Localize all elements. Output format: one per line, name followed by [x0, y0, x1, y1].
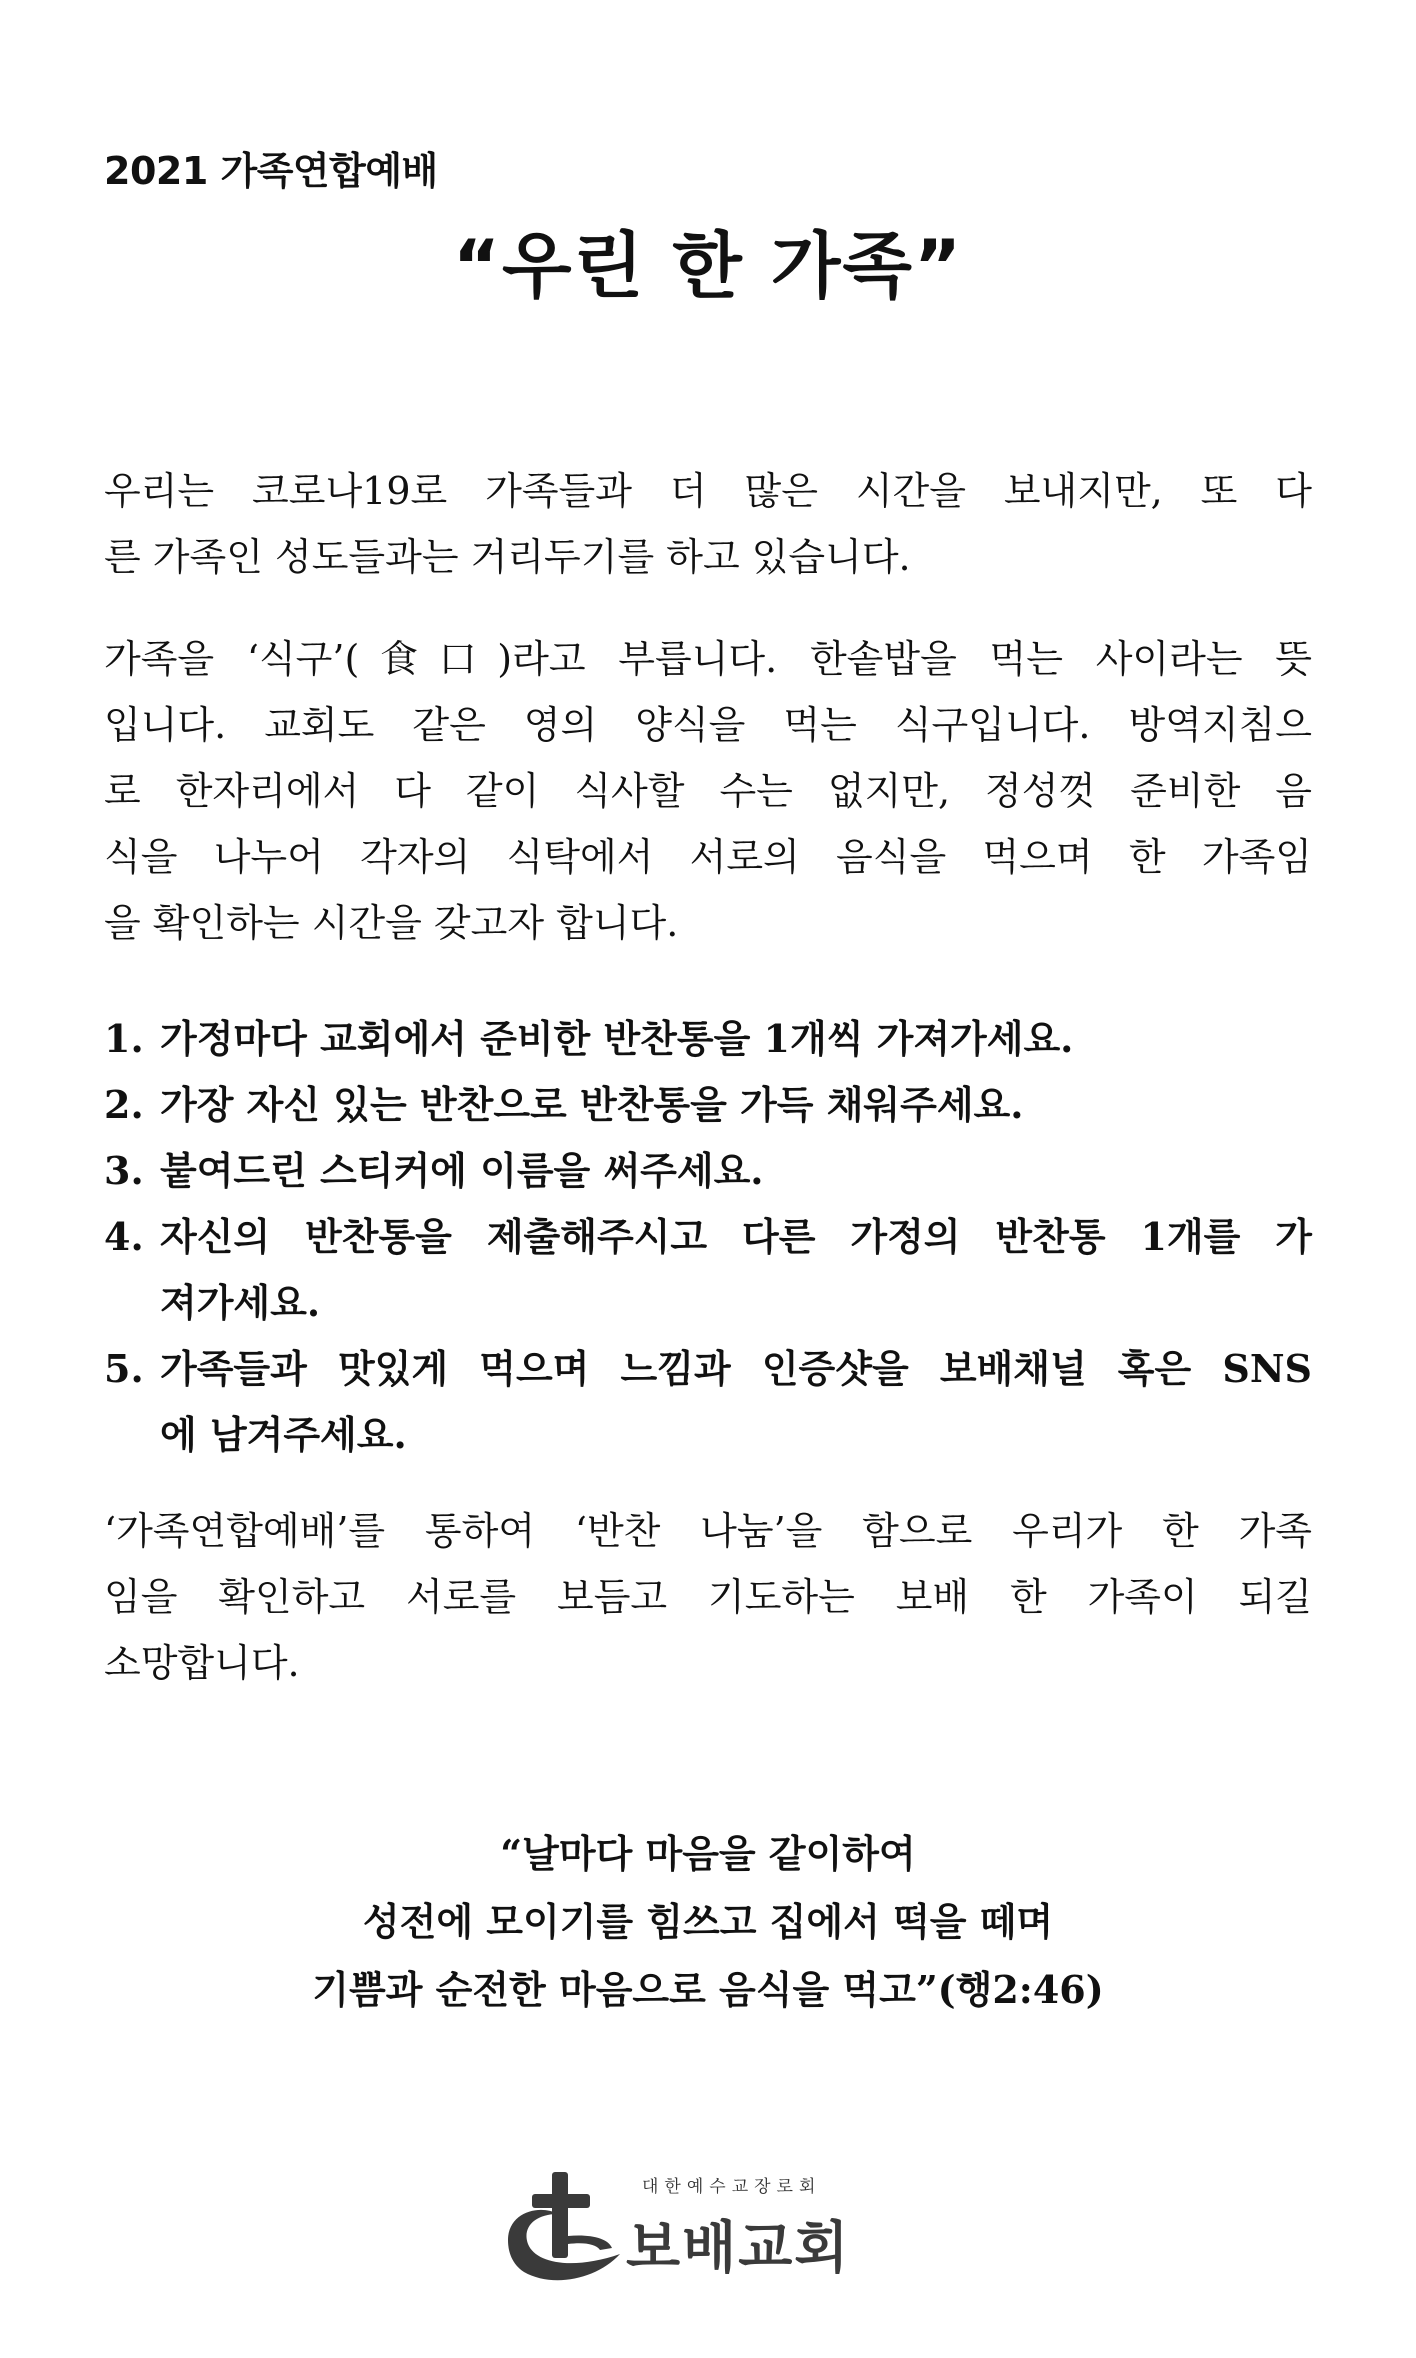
- denomination-label: 대한예수교장로회: [642, 2177, 822, 2197]
- list-item-number: 4.: [104, 1214, 144, 1259]
- list-item: [104, 1336, 1312, 1468]
- verse-line: “날마다 마음을 같이하여: [500, 1831, 916, 1876]
- list-item: [104, 1138, 1312, 1204]
- church-cross-logo-icon: [500, 2152, 630, 2302]
- list-item-number: 2.: [104, 1082, 144, 1127]
- paragraph-line: 을 확인하는 시간을 갖고자 합니다.: [104, 901, 679, 945]
- list-item-text: 에 남겨주세요.: [160, 1412, 407, 1457]
- paragraph-line: ‘가족연합예배’를 통하여 ‘반찬 나눔’을 함으로 우리가 한 가족: [104, 1509, 1312, 1553]
- list-item-text: 져가세요.: [160, 1280, 321, 1325]
- paragraph-line: 입니다. 교회도 같은 영의 양식을 먹는 식구입니다. 방역지침으: [104, 703, 1312, 747]
- paragraph-line: 임을 확인하고 서로를 보듬고 기도하는 보배 한 가족이 되길: [104, 1575, 1312, 1619]
- list-item-number: 1.: [104, 1016, 144, 1061]
- closing-paragraph: [104, 1498, 1312, 1696]
- paragraph-line: 가족을 ‘식구’(食口)라고 부릅니다. 한솥밥을 먹는 사이라는 뜻: [104, 637, 1312, 681]
- list-item-text: 자신의 반찬통을 제출해주시고 다른 가정의 반찬통 1개를 가: [160, 1214, 1312, 1259]
- list-item-number: 5.: [104, 1346, 144, 1391]
- paragraph-line: 식을 나누어 각자의 식탁에서 서로의 음식을 먹으며 한 가족임: [104, 835, 1312, 879]
- verse-line: 성전에 모이기를 힘쓰고 집에서 떡을 떼며: [362, 1899, 1054, 1944]
- paragraph-line: 로 한자리에서 다 같이 식사할 수는 없지만, 정성껏 준비한 음: [104, 769, 1312, 813]
- intro-paragraph-1: [104, 458, 1312, 590]
- event-subtitle: 2021 가족연합예배: [104, 149, 438, 193]
- list-item-text: 가장 자신 있는 반찬으로 반찬통을 가득 채워주세요.: [160, 1082, 1024, 1127]
- list-item-text: 가족들과 맛있게 먹으며 느낌과 인증샷을 보배채널 혹은 SNS: [160, 1346, 1312, 1391]
- paragraph-line: 소망합니다.: [104, 1641, 300, 1685]
- list-item: [104, 1006, 1312, 1072]
- intro-paragraph-2: [104, 626, 1312, 956]
- page-title: “우린 한 가족”: [452, 224, 964, 308]
- list-item-number: 3.: [104, 1148, 144, 1193]
- list-item: [104, 1204, 1312, 1336]
- church-name: 보배교회: [626, 2216, 851, 2281]
- list-item-text: 가정마다 교회에서 준비한 반찬통을 1개씩 가져가세요.: [160, 1016, 1074, 1061]
- paragraph-line: 우리는 코로나19로 가족들과 더 많은 시간을 보내지만, 또 다: [104, 469, 1312, 513]
- paragraph-line: 른 가족인 성도들과는 거리두기를 하고 있습니다.: [104, 535, 911, 579]
- church-logo: [500, 2152, 920, 2302]
- bible-verse: [0, 1820, 1416, 2024]
- instruction-list: [104, 1006, 1312, 1468]
- list-item: [104, 1072, 1312, 1138]
- list-item-text: 붙여드린 스티커에 이름을 써주세요.: [160, 1148, 764, 1193]
- verse-line: 기쁨과 순전한 마음으로 음식을 먹고”(행2:46): [312, 1967, 1104, 2012]
